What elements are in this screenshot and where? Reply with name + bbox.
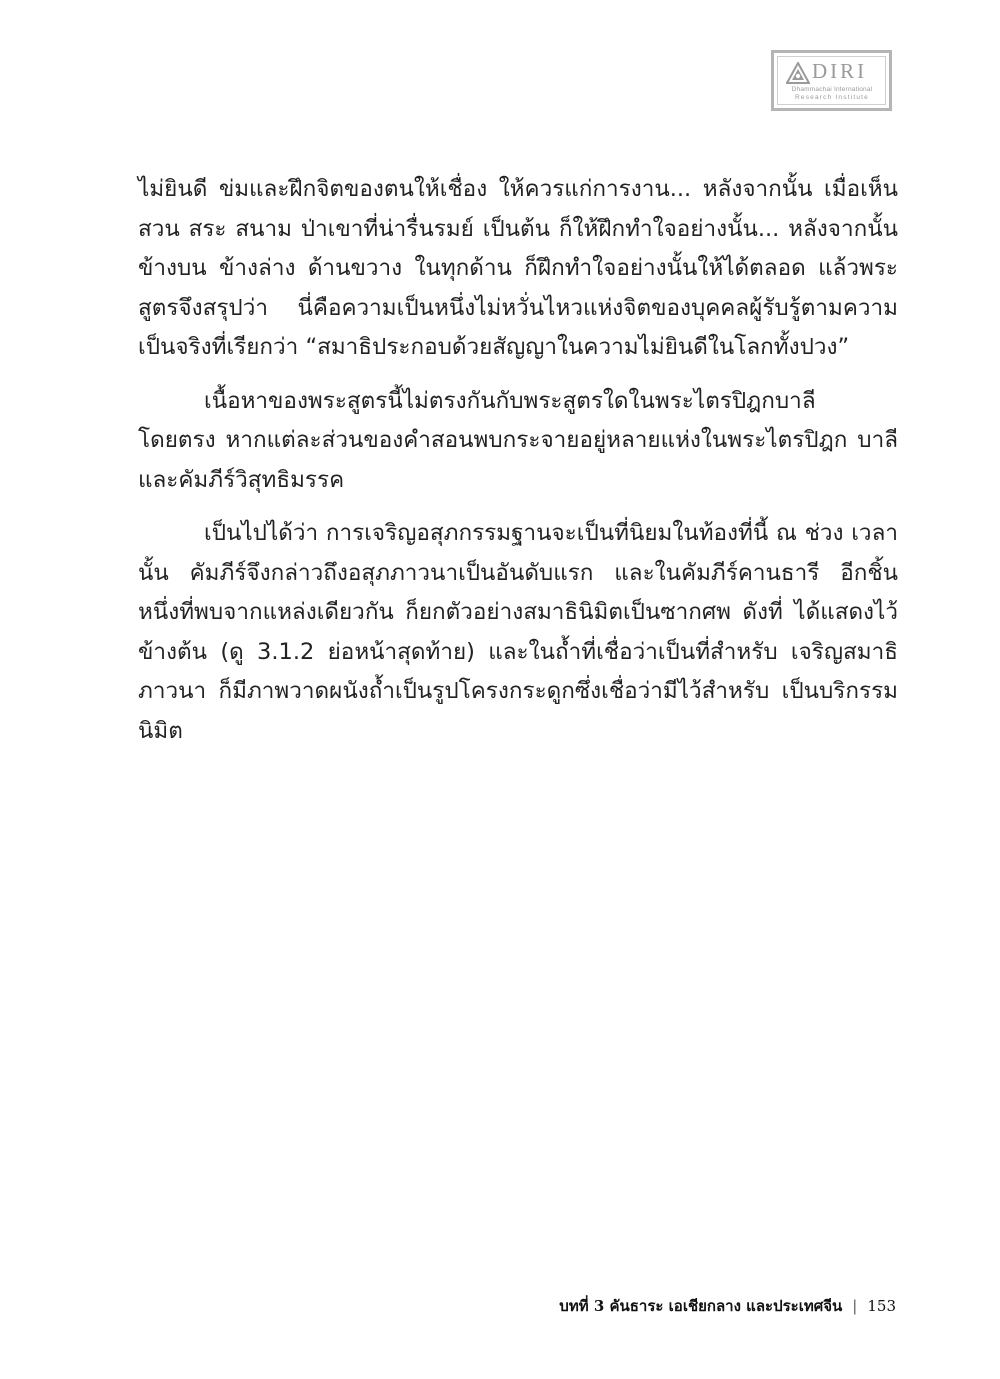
footer-separator: | bbox=[852, 1297, 858, 1315]
logo-subtitle-line1: Dhammachai International bbox=[791, 86, 873, 93]
diri-logo bbox=[771, 50, 892, 111]
paragraph-1: ไม่ยินดี ข่มและฝึกจิตของตนให้เชื่อง ให้ควรแก่การงาน... หลังจากนั้น เมื่อเห็น สวน สระ สนาม ป่าเขาที่น่ารื่นรมย์ เป็นต้น ก็ให้ฝึกทำใจอย่างนั้น... หลังจากนั้น ข้างบน ข้างล่าง ด้านขวาง ในทุกด้าน ก็ฝึกทำใจอย่างนั้นให้ได้ตลอด แล้วพระ สูตรจึงสรุปว่า นี่คือความเป็นหนึ่งไม่หวั่นไหวแห่งจิตของบุคคลผู้รับรู้ตามความ เป็นจริงที่เรียกว่า “สมาธิประกอบด้วยสัญญาในความไม่ยินดีในโลกทั้งปวง” bbox=[138, 176, 898, 360]
logo-subtitle-line2: Research Institute bbox=[795, 94, 869, 101]
page-number: 153 bbox=[867, 1297, 896, 1315]
diri-triangle-logo-icon bbox=[786, 62, 810, 84]
logo-wordmark: DIRI bbox=[812, 59, 868, 83]
paragraph-3: เป็นไปได้ว่า การเจริญอสุภกรรมฐานจะเป็นที่นิยมในท้องที่นี้ ณ ช่วง เวลานั้น คัมภีร์จึงกล่าวถึงอสุภภาวนาเป็นอันดับแรก และในคัมภีร์คานธารี อีกชิ้นหนึ่งที่พบจากแหล่งเดียวกัน ก็ยกตัวอย่างสมาธินิมิตเป็นซากศพ ดังที่ ได้แสดงไว้ข้างต้น (ดู 3.1.2 ย่อหน้าสุดท้าย) และในถ้ำที่เชื่อว่าเป็นที่สำหรับ เจริญสมาธิภาวนา ก็มีภาพวาดผนังถ้ำเป็นรูปโครงกระดูกซึ่งเชื่อว่ามีไว้สำหรับ เป็นบริกรรมนิมิต bbox=[138, 520, 898, 744]
page-footer bbox=[559, 1294, 896, 1318]
body-text bbox=[138, 170, 898, 751]
paragraph-2: เนื้อหาของพระสูตรนี้ไม่ตรงกันกับพระสูตรใดในพระไตรปิฎกบาลี โดยตรง หากแต่ละส่วนของคำสอนพบกระจายอยู่หลายแห่งในพระไตรปิฎก บาลีและคัมภีร์วิสุทธิมรรค bbox=[138, 387, 898, 493]
running-title: บทที่ 3 คันธาระ เอเชียกลาง และประเทศจีน bbox=[559, 1297, 843, 1315]
